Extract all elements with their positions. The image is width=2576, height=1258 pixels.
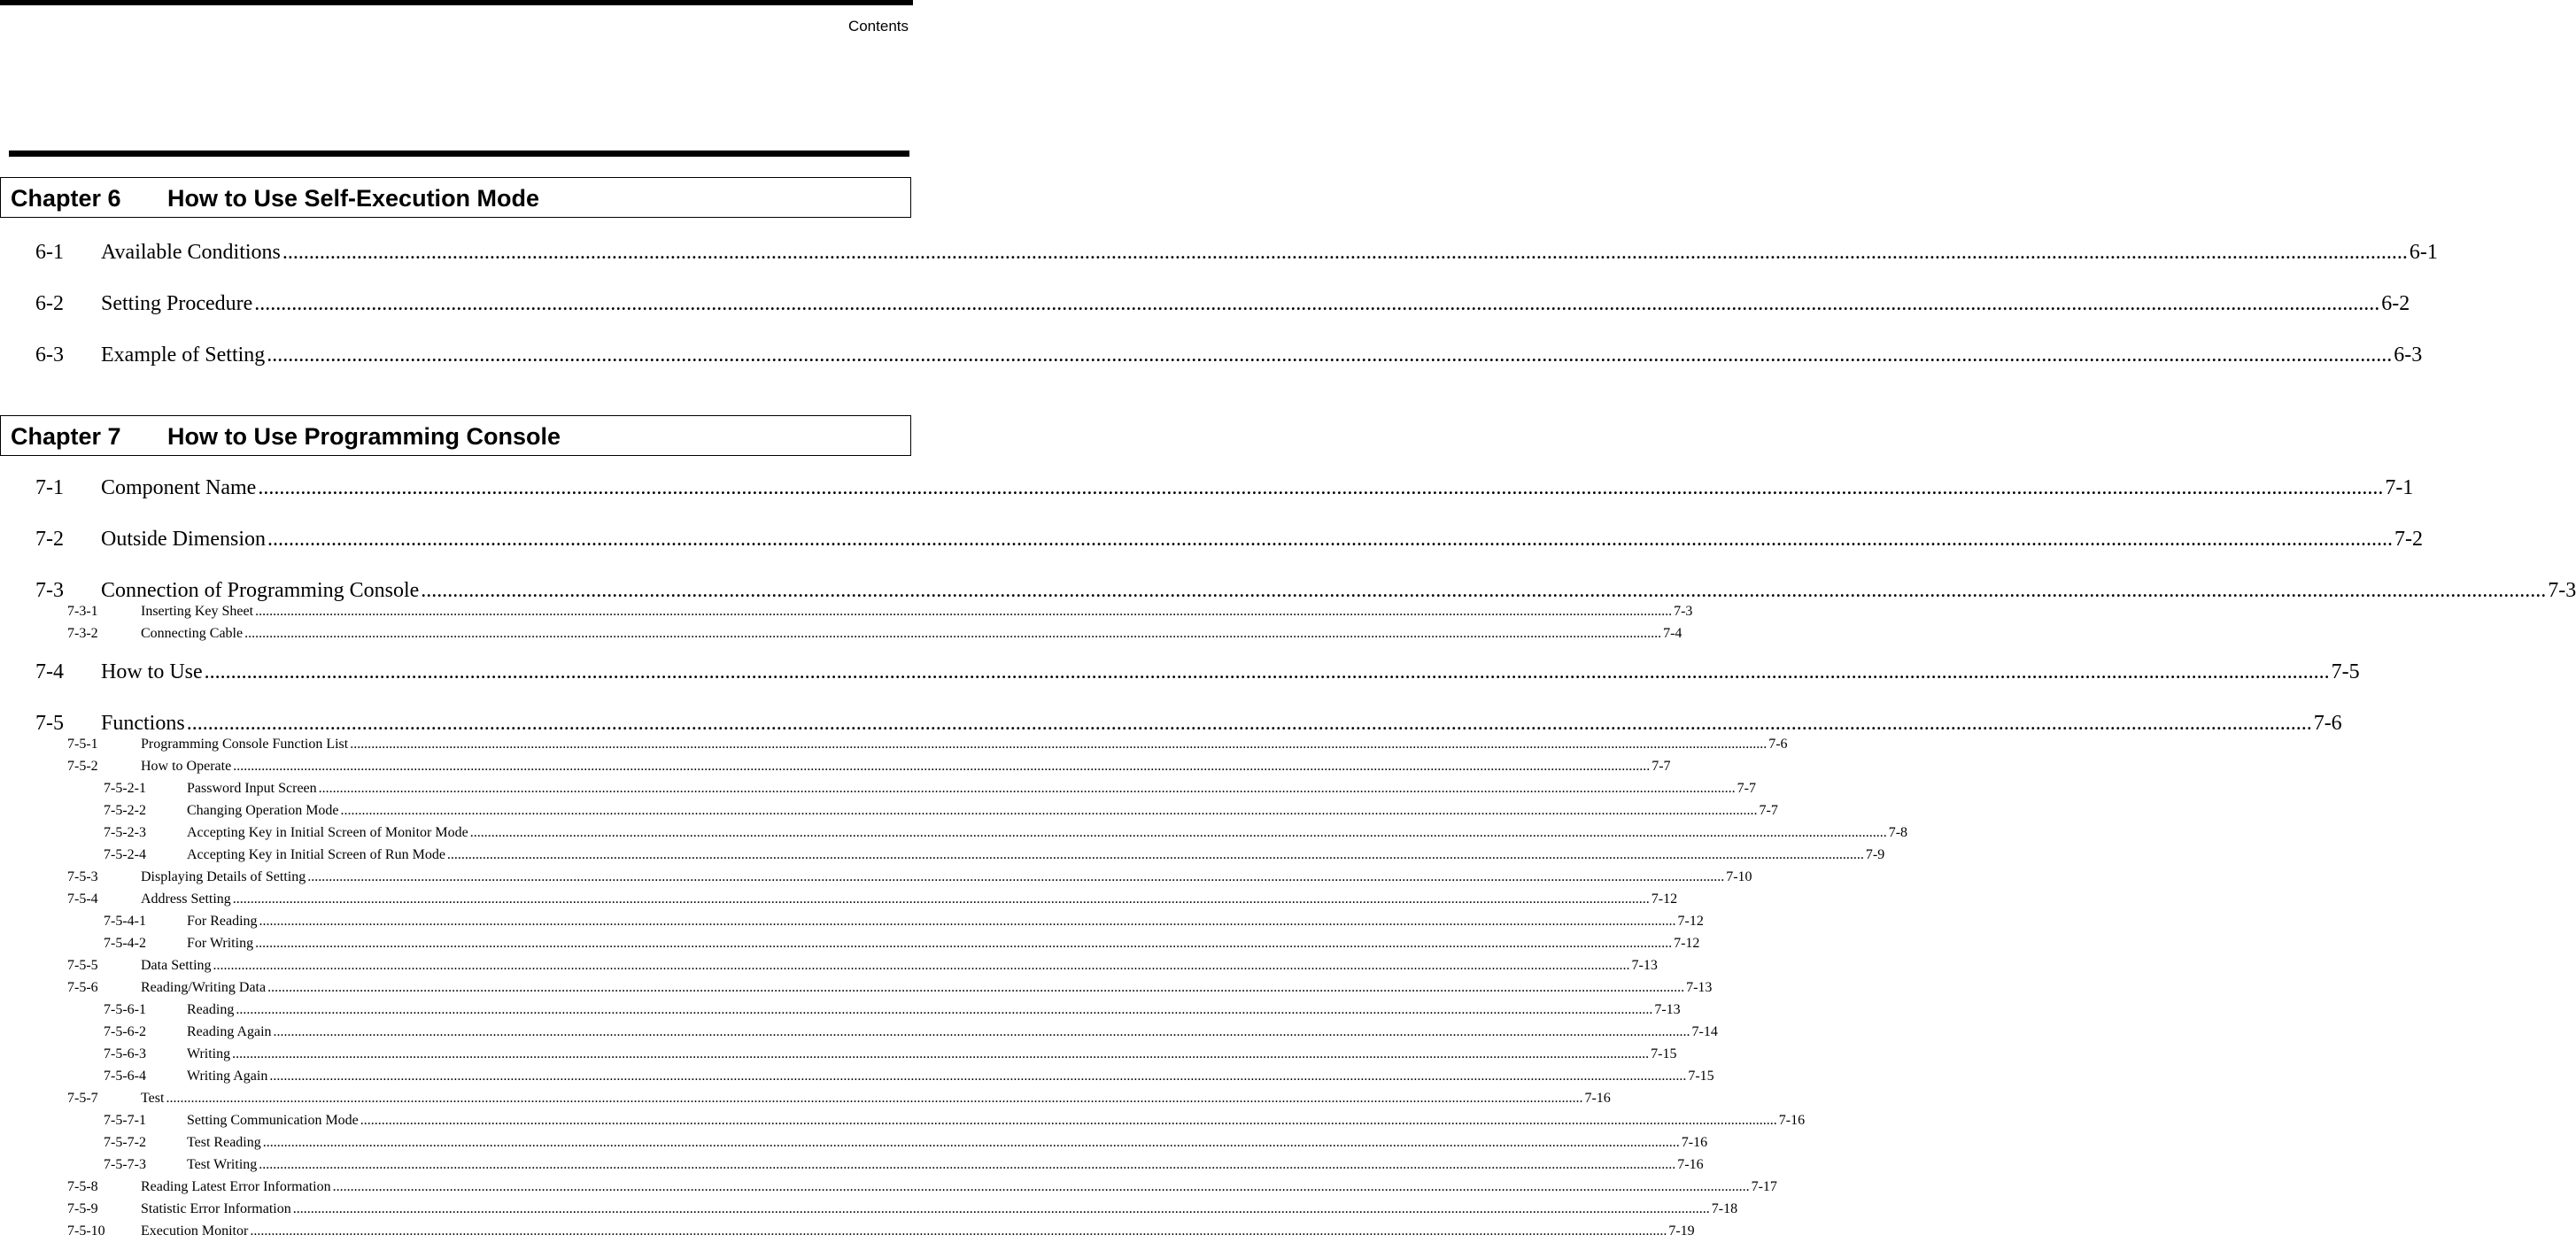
toc-entry-number: 7-5-2-3 bbox=[104, 825, 146, 840]
toc-entry-title: Reading Again bbox=[187, 1024, 272, 1039]
dot-leader: ................................................................................................................................................................................................................................................................................................................................................................................................................ bbox=[255, 604, 1673, 619]
toc-entry-number: 7-3 bbox=[35, 579, 64, 602]
toc-entry-title: Execution Monitor bbox=[141, 1223, 249, 1239]
toc-entry-number: 7-5-10 bbox=[67, 1223, 105, 1239]
toc-entry-title: How to Operate bbox=[141, 759, 232, 774]
toc-entry-number: 7-5-6-3 bbox=[104, 1046, 146, 1061]
toc-entry-page: 7-1 bbox=[2385, 476, 2414, 499]
toc-entry-title: Reading bbox=[187, 1002, 235, 1017]
toc-entry-title: Test Reading bbox=[187, 1135, 261, 1150]
toc-entry-title: Address Setting bbox=[141, 891, 231, 907]
toc-entry-7-5-3[interactable] bbox=[67, 869, 1752, 887]
toc-entry-title: Connecting Cable bbox=[141, 626, 244, 641]
toc-entry-page: 7-12 bbox=[1651, 891, 1678, 907]
toc-entry-7-5-7[interactable] bbox=[67, 1091, 1611, 1108]
toc-entry-page: 7-13 bbox=[1686, 980, 1713, 995]
dot-leader: ................................................................................................................................................................................................................................................................................................................................................................................................................ bbox=[262, 1135, 1680, 1150]
chapter-title: How to Use Self-Execution Mode bbox=[167, 185, 540, 212]
toc-entry-number: 7-5-4 bbox=[67, 891, 98, 907]
toc-entry-7-5-9[interactable] bbox=[67, 1201, 1738, 1219]
dot-leader: ................................................................................................................................................................................................................................................................................................................................................................................................................ bbox=[469, 825, 1887, 840]
toc-entry-number: 7-5-6 bbox=[67, 980, 98, 995]
dot-leader: ................................................................................................................................................................................................................................................................................................................................................................................................................ bbox=[282, 241, 2408, 264]
dot-leader: ................................................................................................................................................................................................................................................................................................................................................................................................................ bbox=[232, 891, 1650, 907]
dot-leader: ................................................................................................................................................................................................................................................................................................................................................................................................................ bbox=[250, 1223, 1667, 1239]
toc-entry-number: 6-2 bbox=[35, 292, 64, 315]
toc-entry-number: 7-5 bbox=[35, 712, 64, 735]
toc-entry-7-5-4-2[interactable] bbox=[104, 936, 1700, 953]
dot-leader: ................................................................................................................................................................................................................................................................................................................................................................................................................ bbox=[213, 958, 1630, 973]
toc-entry-6-1[interactable] bbox=[35, 241, 2438, 267]
toc-entry-page: 7-5 bbox=[2331, 660, 2360, 683]
toc-entry-title: Changing Operation Mode bbox=[187, 803, 339, 818]
toc-entry-title: Connection of Programming Console bbox=[101, 579, 420, 602]
toc-entry-page: 7-7 bbox=[1652, 759, 1671, 774]
top-rule bbox=[0, 0, 913, 5]
toc-entry-title: Displaying Details of Setting bbox=[141, 869, 306, 884]
toc-entry-page: 7-6 bbox=[1768, 737, 1788, 752]
toc-entry-number: 7-4 bbox=[35, 660, 64, 683]
dot-leader: ................................................................................................................................................................................................................................................................................................................................................................................................................ bbox=[258, 476, 2384, 499]
toc-entry-title: Writing bbox=[187, 1046, 231, 1061]
chapter-6-heading bbox=[0, 177, 911, 218]
toc-entry-page: 7-3 bbox=[1674, 604, 1693, 619]
dot-leader: ................................................................................................................................................................................................................................................................................................................................................................................................................ bbox=[233, 759, 1651, 774]
dot-leader: ................................................................................................................................................................................................................................................................................................................................................................................................................ bbox=[273, 1024, 1690, 1039]
toc-entry-7-5-6-1[interactable] bbox=[104, 1002, 1681, 1020]
toc-entry-7-5-2-2[interactable] bbox=[104, 803, 1778, 821]
section-label: Contents bbox=[847, 18, 909, 35]
toc-entry-page: 7-13 bbox=[1631, 958, 1658, 973]
toc-entry-title: Programming Console Function List bbox=[141, 737, 349, 752]
dot-leader: ................................................................................................................................................................................................................................................................................................................................................................................................................ bbox=[236, 1002, 1653, 1017]
toc-entry-7-5[interactable] bbox=[35, 712, 2342, 738]
toc-entry-title: Accepting Key in Initial Screen of Monitor Mode bbox=[187, 825, 468, 840]
toc-entry-7-5-8[interactable] bbox=[67, 1179, 1777, 1197]
toc-entry-number: 7-5-4-2 bbox=[104, 936, 146, 951]
toc-entry-7-5-6-2[interactable] bbox=[104, 1024, 1718, 1042]
toc-entry-number: 7-3-1 bbox=[67, 604, 98, 619]
toc-entry-title: Setting Communication Mode bbox=[187, 1113, 359, 1128]
dot-leader: ................................................................................................................................................................................................................................................................................................................................................................................................................ bbox=[318, 781, 1736, 796]
dot-leader: ................................................................................................................................................................................................................................................................................................................................................................................................................ bbox=[254, 292, 2380, 315]
toc-entry-number: 7-5-3 bbox=[67, 869, 98, 884]
toc-entry-7-5-6[interactable] bbox=[67, 980, 1713, 998]
toc-entry-page: 7-15 bbox=[1688, 1069, 1714, 1084]
toc-entry-7-5-2[interactable] bbox=[67, 759, 1671, 776]
toc-entry-7-5-6-4[interactable] bbox=[104, 1069, 1714, 1086]
toc-entry-page: 7-2 bbox=[2394, 528, 2423, 551]
toc-entry-number: 7-5-2-2 bbox=[104, 803, 146, 818]
toc-entry-number: 7-5-2-4 bbox=[104, 847, 146, 862]
dot-leader: ................................................................................................................................................................................................................................................................................................................................................................................................................ bbox=[360, 1113, 1777, 1128]
dot-leader: ................................................................................................................................................................................................................................................................................................................................................................................................................ bbox=[267, 343, 2393, 367]
toc-entry-7-3-1[interactable] bbox=[67, 604, 1693, 621]
toc-entry-page: 7-19 bbox=[1668, 1223, 1695, 1239]
toc-entry-title: Example of Setting bbox=[101, 343, 266, 367]
toc-entry-title: Outside Dimension bbox=[101, 528, 266, 551]
chapter-number: Chapter 6 bbox=[11, 185, 121, 212]
toc-entry-number: 7-5-1 bbox=[67, 737, 98, 752]
chapter-number: Chapter 7 bbox=[11, 423, 121, 450]
toc-entry-page: 7-12 bbox=[1674, 936, 1700, 951]
toc-entry-number: 7-5-6-2 bbox=[104, 1024, 146, 1039]
toc-entry-number: 6-3 bbox=[35, 343, 64, 367]
toc-entry-page: 7-8 bbox=[1888, 825, 1908, 840]
toc-entry-page: 7-7 bbox=[1759, 803, 1778, 818]
toc-entry-7-5-4-1[interactable] bbox=[104, 914, 1704, 931]
header-divider bbox=[9, 150, 909, 157]
dot-leader: ................................................................................................................................................................................................................................................................................................................................................................................................................ bbox=[232, 1046, 1650, 1061]
toc-entry-number: 7-5-9 bbox=[67, 1201, 98, 1216]
toc-entry-title: How to Use bbox=[101, 660, 203, 683]
toc-entry-title: For Writing bbox=[187, 936, 254, 951]
chapter-title: How to Use Programming Console bbox=[167, 423, 561, 450]
toc-entry-number: 7-1 bbox=[35, 476, 64, 499]
toc-entry-title: Password Input Screen bbox=[187, 781, 317, 796]
toc-entry-page: 7-15 bbox=[1651, 1046, 1677, 1061]
toc-entry-7-5-2-4[interactable] bbox=[104, 847, 1885, 865]
toc-entry-title: Accepting Key in Initial Screen of Run Mode bbox=[187, 847, 445, 862]
toc-entry-title: Writing Again bbox=[187, 1069, 268, 1084]
toc-entry-page: 7-10 bbox=[1726, 869, 1752, 884]
toc-entry-7-1[interactable] bbox=[35, 476, 2414, 503]
dot-leader: ................................................................................................................................................................................................................................................................................................................................................................................................................ bbox=[292, 1201, 1710, 1216]
dot-leader: ................................................................................................................................................................................................................................................................................................................................................................................................................ bbox=[267, 528, 2393, 551]
toc-entry-title: Reading/Writing Data bbox=[141, 980, 267, 995]
toc-entry-number: 7-5-4-1 bbox=[104, 914, 146, 929]
toc-entry-title: Setting Procedure bbox=[101, 292, 253, 315]
toc-entry-7-5-2-1[interactable] bbox=[104, 781, 1756, 799]
toc-entry-6-3[interactable] bbox=[35, 343, 2423, 370]
toc-entry-page: 7-16 bbox=[1681, 1135, 1708, 1150]
toc-entry-title: Available Conditions bbox=[101, 241, 281, 264]
toc-entry-7-3[interactable] bbox=[35, 579, 2576, 606]
dot-leader: ................................................................................................................................................................................................................................................................................................................................................................................................................ bbox=[269, 1069, 1687, 1084]
toc-entry-title: Component Name bbox=[101, 476, 257, 499]
toc-entry-number: 7-3-2 bbox=[67, 626, 98, 641]
toc-entry-7-5-6-3[interactable] bbox=[104, 1046, 1677, 1064]
toc-entry-page: 7-16 bbox=[1778, 1113, 1806, 1128]
dot-leader: ................................................................................................................................................................................................................................................................................................................................................................................................................ bbox=[446, 847, 1864, 862]
toc-entry-7-2[interactable] bbox=[35, 528, 2423, 554]
dot-leader: ................................................................................................................................................................................................................................................................................................................................................................................................................ bbox=[186, 712, 2312, 735]
toc-entry-page: 7-12 bbox=[1677, 914, 1704, 929]
toc-entry-7-5-4[interactable] bbox=[67, 891, 1678, 909]
toc-entry-7-5-7-3[interactable] bbox=[104, 1157, 1704, 1175]
toc-entry-number: 7-5-5 bbox=[67, 958, 98, 973]
toc-entry-number: 7-5-2 bbox=[67, 759, 98, 774]
toc-entry-7-5-7-2[interactable] bbox=[104, 1135, 1708, 1153]
chapter-7-heading bbox=[0, 415, 911, 456]
dot-leader: ................................................................................................................................................................................................................................................................................................................................................................................................................ bbox=[421, 579, 2547, 602]
toc-entry-7-5-7-1[interactable] bbox=[104, 1113, 1806, 1131]
dot-leader: ................................................................................................................................................................................................................................................................................................................................................................................................................ bbox=[166, 1091, 1583, 1106]
toc-entry-page: 7-9 bbox=[1865, 847, 1885, 862]
toc-entry-page: 7-6 bbox=[2313, 712, 2342, 735]
toc-entry-number: 7-5-7-3 bbox=[104, 1157, 146, 1172]
toc-entry-7-5-2-3[interactable] bbox=[104, 825, 1908, 843]
toc-entry-title: Reading Latest Error Information bbox=[141, 1179, 331, 1194]
toc-entry-7-3-2[interactable] bbox=[67, 626, 1683, 644]
toc-entry-page: 7-7 bbox=[1737, 781, 1756, 796]
toc-entry-number: 7-5-7-2 bbox=[104, 1135, 146, 1150]
toc-entry-number: 7-5-2-1 bbox=[104, 781, 146, 796]
toc-entry-title: Statistic Error Information bbox=[141, 1201, 291, 1216]
dot-leader: ................................................................................................................................................................................................................................................................................................................................................................................................................ bbox=[204, 660, 2330, 683]
dot-leader: ................................................................................................................................................................................................................................................................................................................................................................................................................ bbox=[350, 737, 1768, 752]
toc-entry-6-2[interactable] bbox=[35, 292, 2410, 319]
toc-entry-title: Test bbox=[141, 1091, 165, 1106]
toc-entry-7-5-10[interactable] bbox=[67, 1223, 1695, 1241]
toc-entry-number: 6-1 bbox=[35, 241, 64, 264]
dot-leader: ................................................................................................................................................................................................................................................................................................................................................................................................................ bbox=[255, 936, 1673, 951]
toc-entry-number: 7-2 bbox=[35, 528, 64, 551]
dot-leader: ................................................................................................................................................................................................................................................................................................................................................................................................................ bbox=[244, 626, 1662, 641]
toc-entry-page: 6-1 bbox=[2409, 241, 2438, 264]
toc-entry-page: 7-16 bbox=[1677, 1157, 1704, 1172]
toc-entry-title: Functions bbox=[101, 712, 185, 735]
toc-entry-number: 7-5-7 bbox=[67, 1091, 98, 1106]
toc-entry-page: 7-14 bbox=[1691, 1024, 1718, 1039]
toc-entry-7-5-5[interactable] bbox=[67, 958, 1658, 976]
toc-entry-page: 7-3 bbox=[2548, 579, 2576, 602]
toc-entry-page: 6-2 bbox=[2381, 292, 2410, 315]
dot-leader: ................................................................................................................................................................................................................................................................................................................................................................................................................ bbox=[332, 1179, 1750, 1194]
toc-entry-title: Test Writing bbox=[187, 1157, 258, 1172]
toc-entry-title: Inserting Key Sheet bbox=[141, 604, 254, 619]
toc-entry-7-4[interactable] bbox=[35, 660, 2360, 687]
toc-entry-title: For Reading bbox=[187, 914, 258, 929]
toc-entry-number: 7-5-6-4 bbox=[104, 1069, 146, 1084]
toc-entry-page: 7-13 bbox=[1654, 1002, 1681, 1017]
dot-leader: ................................................................................................................................................................................................................................................................................................................................................................................................................ bbox=[340, 803, 1758, 818]
toc-entry-page: 7-4 bbox=[1663, 626, 1683, 641]
dot-leader: ................................................................................................................................................................................................................................................................................................................................................................................................................ bbox=[307, 869, 1725, 884]
toc-entry-page: 7-17 bbox=[1751, 1179, 1777, 1194]
dot-leader: ................................................................................................................................................................................................................................................................................................................................................................................................................ bbox=[267, 980, 1685, 995]
toc-entry-number: 7-5-6-1 bbox=[104, 1002, 146, 1017]
toc-entry-title: Data Setting bbox=[141, 958, 212, 973]
toc-entry-page: 7-18 bbox=[1711, 1201, 1738, 1216]
toc-entry-number: 7-5-8 bbox=[67, 1179, 98, 1194]
dot-leader: ................................................................................................................................................................................................................................................................................................................................................................................................................ bbox=[259, 1157, 1676, 1172]
toc-entry-7-5-1[interactable] bbox=[67, 737, 1788, 754]
toc-entry-page: 7-16 bbox=[1584, 1091, 1611, 1106]
dot-leader: ................................................................................................................................................................................................................................................................................................................................................................................................................ bbox=[259, 914, 1676, 929]
toc-entry-number: 7-5-7-1 bbox=[104, 1113, 146, 1128]
toc-entry-page: 6-3 bbox=[2394, 343, 2423, 367]
